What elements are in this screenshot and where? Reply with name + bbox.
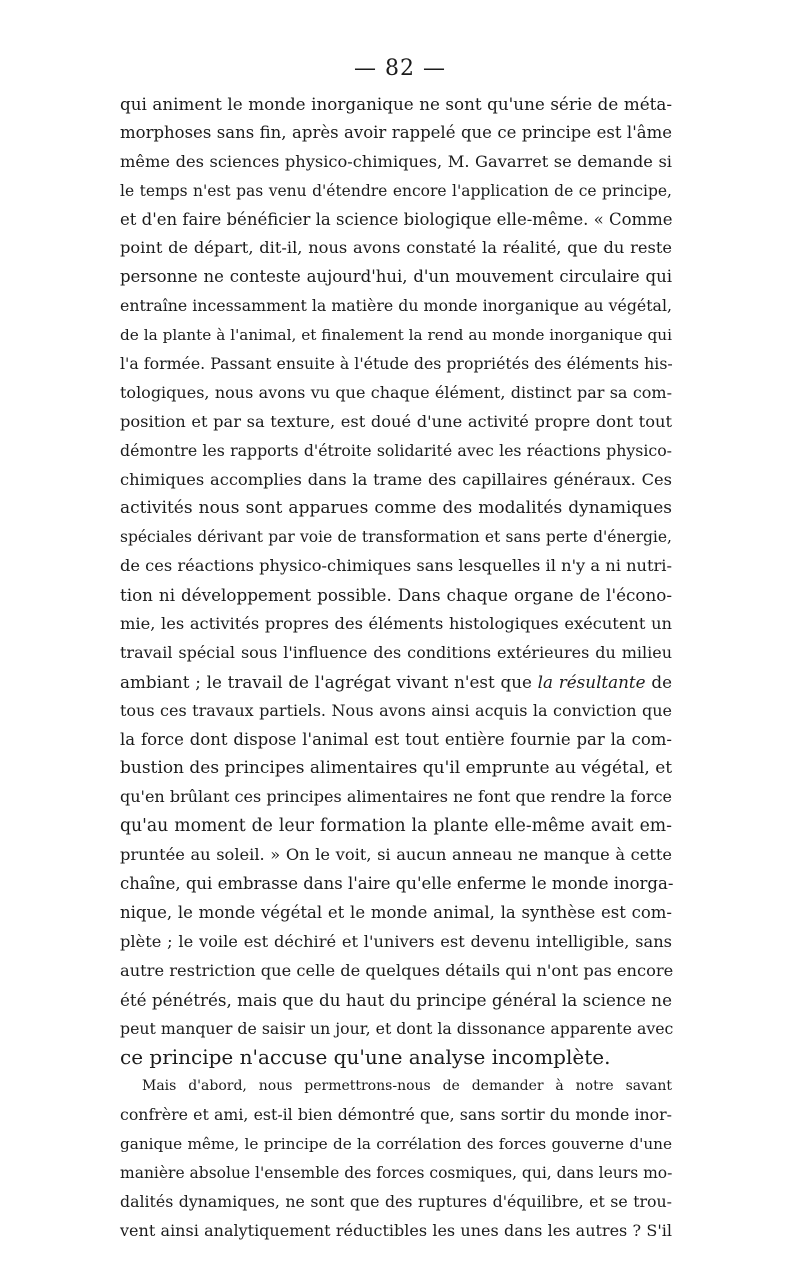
text-line: spéciales dérivant par voie de transformation et sans perte d'énergie, [120,528,672,547]
text-line: de la plante à l'animal, et finalement la rend au monde inorganique qui [120,326,672,345]
text-line: chaîne, qui embrasse dans l'aire qu'elle enferme le monde inorga- [120,874,674,894]
text-line: et d'en faire bénéficier la science biologique elle-même. « Comme [120,209,673,229]
text-line: dalités dynamiques, ne sont que des ruptures d'équilibre, et se trou- [120,1191,672,1211]
text-line: de ces réactions physico-chimiques sans lesquelles il n'y a ni nutri- [120,556,672,576]
text-line: mie, les activités propres des éléments histologiques exécutent un [120,614,672,634]
text-line: position et par sa texture, est doué d'une activité propre dont tout [120,411,672,431]
paragraph-end-line: ce principe n'accuse qu'une analyse incomplète. [120,1045,611,1070]
text-line: personne ne conteste aujourd'hui, d'un mouvement circulaire qui [120,267,672,287]
text-line: ganique même, le principe de la corrélation des forces gouverne d'une [120,1135,672,1154]
text-line: tologiques, nous avons vu que chaque élément, distinct par sa com- [120,382,672,402]
text-line: peut manquer de saisir un jour, et dont la dissonance apparente avec [120,1018,674,1038]
text-line: vent ainsi analytiquement réductibles les unes dans les autres ? S'il [120,1220,672,1240]
italic-term: la résultante [537,671,646,692]
text-line: confrère et ami, est-il bien démontré que, sans sortir du monde inor- [120,1105,672,1125]
text-segment: de [645,671,672,692]
paragraph-start-line: Mais d'abord, nous permettrons-nous de demander à notre savant [142,1078,672,1095]
text-line-with-italic [120,668,672,697]
text-line: chimiques accomplies dans la trame des capillaires généraux. Ces [120,469,672,489]
text-line: la force dont dispose l'animal est tout entière fournie par la com- [120,729,672,749]
text-line: autre restriction que celle de quelques détails qui n'ont pas encore [120,960,674,980]
body-text [120,90,672,1246]
text-line: travail spécial sous l'influence des conditions extérieures du milieu [120,642,672,662]
text-line: même des sciences physico-chimiques, M. Gavarret se demande si [120,151,672,171]
text-line: nique, le monde végétal et le monde animal, la synthèse est com- [120,902,672,922]
text-line: démontre les rapports d'étroite solidarité avec les réactions physico- [120,440,672,460]
text-line: tous ces travaux partiels. Nous avons ainsi acquis la conviction que [120,700,672,720]
text-line: été pénétrés, mais que du haut du principe général la science ne [120,989,672,1010]
text-line: tion ni développement possible. Dans chaque organe de l'écono- [120,585,672,606]
text-line: le temps n'est pas venu d'étendre encore l'application de ce principe, [120,181,672,200]
text-line: entraîne incessamment la matière du monde inorganique au végétal, [120,296,672,316]
text-line: point de départ, dit-il, nous avons constaté la réalité, que du reste [120,238,672,258]
text-line: bustion des principes alimentaires qu'il emprunte au végétal, et [120,758,673,779]
text-line: qui animent le monde inorganique ne sont qu'une série de méta- [120,94,672,114]
text-line: morphoses sans fin, après avoir rappelé que ce principe est l'âme [120,122,672,142]
page-number: — 82 — [354,56,446,81]
text-line: activités nous sont apparues comme des modalités dynamiques [120,498,672,519]
text-line: qu'en brûlant ces principes alimentaires ne font que rendre la force [120,787,672,807]
text-line: plète ; le voile est déchiré et l'univers est devenu intelligible, sans [120,931,672,951]
text-segment: ambiant ; le travail de l'agrégat vivant n'est que [120,671,538,692]
text-line: pruntée au soleil. » On le voit, si aucun anneau ne manque à cette [120,845,672,865]
text-line: l'a formée. Passant ensuite à l'étude des propriétés des éléments his- [120,354,673,374]
text-line: manière absolue l'ensemble des forces cosmiques, qui, dans leurs mo- [120,1163,673,1182]
text-line: qu'au moment de leur formation la plante elle-même avait em- [120,816,672,837]
